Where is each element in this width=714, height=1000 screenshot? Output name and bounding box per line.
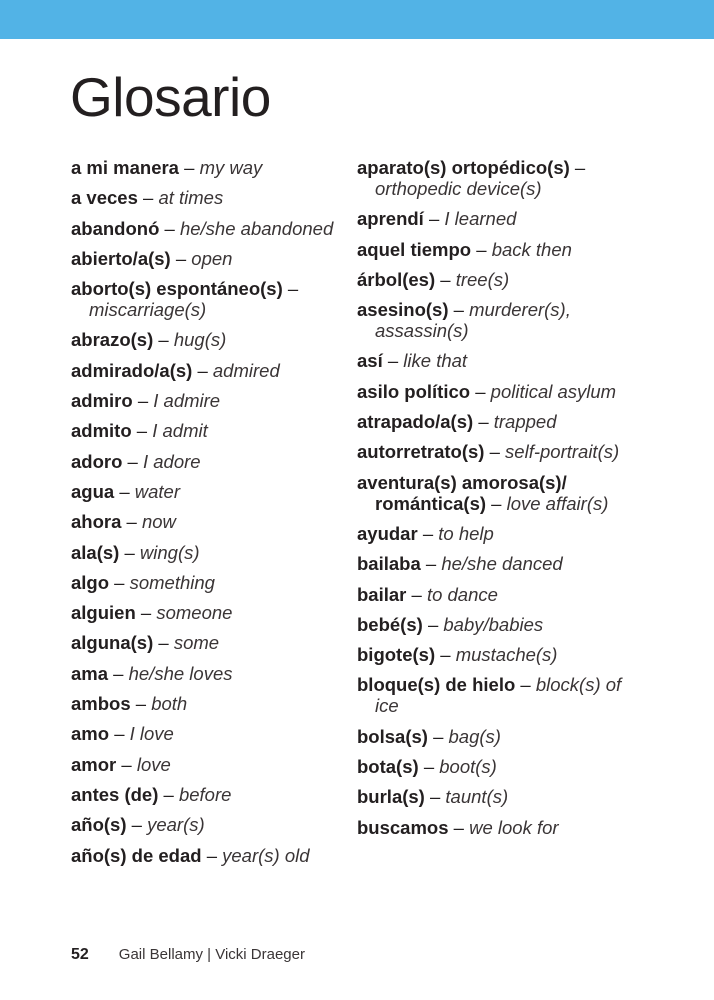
page-footer [71,946,305,964]
separator-dash: – [387,350,399,372]
glossary-term: antes (de) [71,783,159,805]
separator-dash: – [114,723,125,745]
glossary-term: asesino(s) [357,299,449,321]
separator-dash: – [158,632,169,654]
glossary-entry [357,441,632,462]
glossary-term: autorretrato(s) [357,441,485,463]
glossary-entry [357,239,632,260]
separator-dash: – [453,816,464,838]
separator-dash: – [164,217,175,239]
glossary-entry [71,784,341,805]
glossary-entry [71,248,341,269]
glossary-entry [357,756,632,777]
glossary-term: burla(s) [357,786,425,808]
glossary-term: admito [71,420,132,442]
glossary-entry [357,786,632,807]
glossary-entry [357,726,632,747]
glossary-term: algo [71,571,110,593]
separator-dash: – [121,753,132,775]
separator-dash: – [158,329,169,351]
glossary-term: bailaba [357,553,421,575]
glossary-definition: baby/babies [443,613,544,635]
separator-dash: – [119,480,130,502]
glossary-definition: self-portrait(s) [505,441,620,463]
glossary-entry [357,584,632,605]
glossary-term: ambos [71,693,131,715]
glossary-entry [357,411,632,432]
glossary-term: amor [71,753,117,775]
separator-dash: – [453,299,464,321]
glossary-entry [71,329,341,350]
glossary-definition: wing(s) [139,541,200,563]
glossary-definition: back then [491,238,572,260]
glossary-entry [357,350,632,371]
glossary-definition: hug(s) [173,329,227,351]
glossary-term: bailar [357,583,407,605]
separator-dash: – [489,441,500,463]
glossary-definition: admired [212,359,280,381]
glossary-definition: now [141,511,176,533]
separator-dash: – [136,420,148,442]
glossary-definition: some [173,632,220,654]
glossary-term: a veces [71,187,138,209]
page-number: 52 [71,946,89,963]
glossary-definition: something [129,571,215,593]
glossary-term: buscamos [357,816,449,838]
glossary-definition: taunt(s) [445,786,509,808]
glossary-definition: he/she danced [441,553,563,575]
glossary-term: año(s) de edad [71,844,202,866]
glossary-entry [71,157,341,178]
glossary-entry [71,511,341,532]
separator-dash: – [124,541,135,563]
glossary-definition: both [151,693,188,715]
glossary-entry [357,553,632,574]
glossary-entry [357,614,632,635]
glossary-entry [71,572,341,593]
glossary-definition: orthopedic device(s) [375,178,542,199]
header-color-band [0,0,714,39]
separator-dash: – [137,390,149,412]
glossary-definition: I adore [142,450,201,472]
glossary-definition: mustache(s) [455,644,558,666]
glossary-definition: miscarriage(s) [89,299,207,321]
glossary-term: aborto(s) espontáneo(s) [71,278,283,300]
glossary-term: aparato(s) ortopédico(s) [357,157,570,178]
glossary-term: año(s) [71,814,127,836]
glossary-term: abrazo(s) [71,329,154,351]
glossary-definition: boot(s) [439,756,497,778]
glossary-term: así [357,350,383,372]
separator-dash: – [197,359,208,381]
separator-dash: – [411,583,422,605]
glossary-term: asilo político [357,380,471,402]
glossary-term: ayudar [357,522,418,544]
glossary-term: bebé(s) [357,613,423,635]
glossary-definition: open [191,247,233,269]
glossary-entry [71,218,341,239]
separator-dash: – [491,492,502,514]
separator-dash: – [175,247,187,269]
separator-dash: – [478,411,489,433]
glossary-entry [71,814,341,835]
glossary-term: bloque(s) de hielo [357,674,516,696]
glossary-definition: year(s) old [222,844,310,866]
glossary-entry [71,278,341,320]
separator-dash: – [287,278,299,300]
glossary-term: aquel tiempo [357,238,472,260]
glossary-entry [71,723,341,744]
glossary-definition: to help [438,522,494,544]
glossary-term: amo [71,723,110,745]
glossary-term: a mi manera [71,157,179,178]
separator-dash: – [476,238,487,260]
footer-authors: Gail Bellamy | Vicki Draeger [118,946,305,963]
glossary-entry [71,632,341,653]
glossary-definition: we look for [469,816,559,838]
glossary-definition: before [178,783,232,805]
glossary-term: adoro [71,450,123,472]
separator-dash: – [127,450,138,472]
glossary-entry [71,187,341,208]
separator-dash: – [163,783,174,805]
glossary-entry [357,674,632,716]
glossary-term: bigote(s) [357,644,436,666]
glossary-definition: he/she abandoned [179,217,334,239]
glossary-definition: love [136,753,171,775]
glossary-term: alguien [71,602,136,624]
page-title: Glosario [70,66,271,128]
separator-dash: – [520,674,531,696]
glossary-term: árbol(es) [357,268,436,290]
glossary-entry [71,845,341,866]
glossary-definition: someone [156,602,233,624]
separator-dash: – [440,644,451,666]
glossary-definition: tree(s) [455,268,510,290]
glossary-term: aventura(s) amorosa(s)/ romántica(s) [357,471,567,514]
glossary-definition: block(s) of ice [375,674,622,717]
separator-dash: – [140,602,152,624]
separator-dash: – [429,786,441,808]
glossary-term: atrapado/a(s) [357,411,474,433]
glossary-definition: I love [129,723,174,745]
glossary-entry [71,481,341,502]
glossary-definition: he/she loves [128,662,233,684]
glossary-entry [357,208,632,229]
glossary-definition: love affair(s) [506,492,609,514]
separator-dash: – [433,725,444,747]
separator-dash: – [440,268,451,290]
glossary-column-left [71,157,341,875]
glossary-entry [357,817,632,838]
glossary-entry [71,360,341,381]
glossary-definition: bag(s) [448,725,501,747]
glossary-entry [357,472,632,514]
glossary-term: admiro [71,390,133,412]
separator-dash: – [574,157,586,178]
glossary-term: bolsa(s) [357,725,428,747]
glossary-column-right [357,157,632,847]
separator-dash: – [113,662,124,684]
glossary-definition: I admit [152,420,208,442]
glossary-definition: year(s) [147,814,205,836]
separator-dash: – [428,208,440,230]
glossary-entry [71,451,341,472]
separator-dash: – [475,380,486,402]
glossary-definition: water [134,480,181,502]
glossary-entry [357,381,632,402]
glossary-entry [357,644,632,665]
glossary-entry [357,157,632,199]
separator-dash: – [135,693,147,715]
glossary-term: ala(s) [71,541,120,563]
glossary-definition: trapped [493,411,557,433]
glossary-term: agua [71,480,115,502]
glossary-definition: my way [199,157,263,178]
separator-dash: – [425,553,437,575]
separator-dash: – [427,613,439,635]
glossary-entry [357,269,632,290]
glossary-definition: political asylum [490,380,617,402]
glossary-term: alguna(s) [71,632,154,654]
glossary-definition: I admire [153,390,221,412]
glossary-term: admirado/a(s) [71,359,193,381]
glossary-definition: like that [403,350,468,372]
glossary-entry [71,420,341,441]
separator-dash: – [114,571,125,593]
glossary-entry [357,523,632,544]
glossary-entry [71,754,341,775]
glossary-definition: at times [158,187,224,209]
glossary-term: ahora [71,511,122,533]
glossary-entry [357,299,632,341]
glossary-term: bota(s) [357,756,419,778]
separator-dash: – [184,157,195,178]
separator-dash: – [143,187,154,209]
separator-dash: – [422,522,434,544]
glossary-definition: to dance [426,583,498,605]
glossary-term: abandonó [71,217,160,239]
glossary-entry [71,693,341,714]
separator-dash: – [423,756,435,778]
glossary-entry [71,602,341,623]
separator-dash: – [131,814,142,836]
glossary-entry [71,663,341,684]
glossary-definition: I learned [444,208,517,230]
glossary-term: aprendí [357,208,424,230]
glossary-term: abierto/a(s) [71,247,171,269]
glossary-term: ama [71,662,109,684]
separator-dash: – [206,844,217,866]
separator-dash: – [126,511,137,533]
glossary-definition: murderer(s), assassin(s) [375,299,571,342]
glossary-entry [71,542,341,563]
glossary-entry [71,390,341,411]
